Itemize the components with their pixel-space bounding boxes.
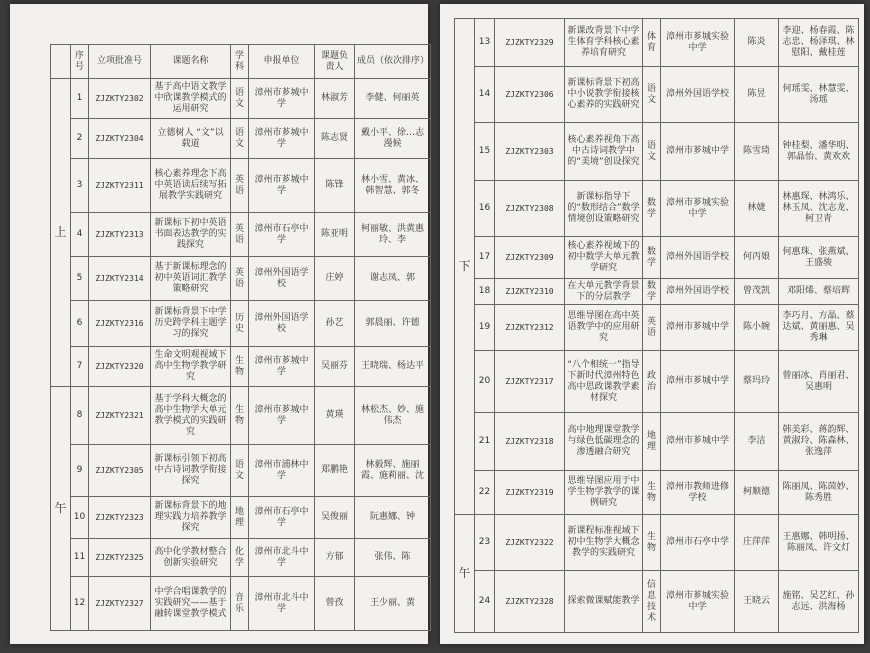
- cell-approval: ZJZKTY2303: [495, 123, 565, 181]
- cell-members: 谢志凤、郭: [355, 257, 431, 301]
- cell-subject: 音乐: [231, 577, 249, 631]
- cell-approval: ZJZKTY2304: [89, 119, 151, 159]
- cell-unit: 漳州外国语学校: [249, 257, 315, 301]
- cell-title: 新课标引领下初高中古诗词教学衔接探究: [151, 445, 231, 497]
- cell-leader: 林婕: [735, 181, 779, 237]
- cell-seq: 12: [71, 577, 89, 631]
- cell-seq: 10: [71, 497, 89, 539]
- cell-members: 曾丽冰、肖丽君、吴惠明: [779, 351, 859, 413]
- cell-subject: 语文: [231, 445, 249, 497]
- table-row: [51, 577, 431, 631]
- cell-approval: ZJZKTY2325: [89, 539, 151, 577]
- cell-members: 林毅辉、施丽霞、施莉丽、沈: [355, 445, 431, 497]
- cell-members: 韩美彩、蒋韵辉、黄淑玲、陈森林、张逸萍: [779, 413, 859, 471]
- header-row: [51, 45, 431, 79]
- cell-leader: 柯顺德: [735, 471, 779, 515]
- cell-title: 在大单元教学背景下的分层教学: [565, 279, 643, 305]
- cell-seq: 4: [71, 213, 89, 257]
- table-row: [51, 445, 431, 497]
- cell-leader: 何丙娘: [735, 237, 779, 279]
- cell-members: 施铭、吴艺红、孙志远、洪海杨: [779, 571, 859, 633]
- cell-leader: 陈锋: [315, 159, 355, 213]
- cell-members: 钟桂梨、潘华明、郭晶怡、黄欢欢: [779, 123, 859, 181]
- cell-title: 探索微课赋能教学: [565, 571, 643, 633]
- cell-members: 林松杰、妙、施伟杰: [355, 387, 431, 445]
- cell-unit: 漳州市芗城中学: [249, 119, 315, 159]
- cell-seq: 3: [71, 159, 89, 213]
- cell-approval: ZJZKTY2316: [89, 301, 151, 347]
- cell-approval: ZJZKTY2312: [495, 305, 565, 351]
- cell-members: 邓阳烯、蔡培辉: [779, 279, 859, 305]
- cell-title: 思维导图在高中英语教学中的应用研究: [565, 305, 643, 351]
- side-label-bottom: 午: [455, 515, 475, 633]
- cell-seq: 11: [71, 539, 89, 577]
- header-subject: 学科: [231, 45, 249, 79]
- table-row: [455, 123, 859, 181]
- cell-seq: 16: [475, 181, 495, 237]
- cell-title: 核心素养视域下的初中数学大单元教学研究: [565, 237, 643, 279]
- header-title: 课题名称: [151, 45, 231, 79]
- table-row: [455, 19, 859, 67]
- cell-unit: 漳州市芗城中学: [249, 387, 315, 445]
- table-row: [455, 67, 859, 123]
- cell-approval: ZJZKTY2311: [89, 159, 151, 213]
- cell-members: 阮惠娜、钟: [355, 497, 431, 539]
- cell-unit: 漳州市芗城实验中学: [661, 19, 735, 67]
- cell-members: 何瑶雯、林慧雯、汤瑶: [779, 67, 859, 123]
- cell-title: 新课标背景下初高中小说教学衔接核心素养的实践研究: [565, 67, 643, 123]
- cell-approval: ZJZKTY2318: [495, 413, 565, 471]
- table-row: [51, 497, 431, 539]
- cell-approval: ZJZKTY2305: [89, 445, 151, 497]
- cell-unit: 漳州外国语学校: [661, 67, 735, 123]
- cell-subject: 英语: [231, 213, 249, 257]
- cell-unit: 漳州外国语学校: [661, 279, 735, 305]
- cell-leader: 曾孜: [315, 577, 355, 631]
- cell-subject: 生物: [231, 347, 249, 387]
- cell-unit: 漳州市芗城中学: [249, 159, 315, 213]
- cell-approval: ZJZKTY2322: [495, 515, 565, 571]
- cell-unit: 漳州外国语学校: [661, 237, 735, 279]
- cell-subject: 数学: [643, 279, 661, 305]
- cell-seq: 19: [475, 305, 495, 351]
- cell-title: 基于高中语文教学中欣课教学模式的运用研究: [151, 79, 231, 119]
- cell-members: 王惠娜、韩明扬、陈丽凤、许文灯: [779, 515, 859, 571]
- cell-leader: 陈小婉: [735, 305, 779, 351]
- cell-unit: 漳州市石亭中学: [249, 497, 315, 539]
- cell-leader: 林淑芳: [315, 79, 355, 119]
- cell-title: 新课程标准视域下初中生物学大概念教学的实践研究: [565, 515, 643, 571]
- cell-approval: ZJZKTY2328: [495, 571, 565, 633]
- cell-members: 林惠琛、林鸿乐、林玉凤、沈志龙、柯卫青: [779, 181, 859, 237]
- table-row: [455, 471, 859, 515]
- cell-unit: 漳州市芗城中学: [661, 305, 735, 351]
- cell-title: 中学合唱课教学的实践研究——基于融转课堂教学模式: [151, 577, 231, 631]
- cell-leader: 蔡玛玲: [735, 351, 779, 413]
- cell-seq: 23: [475, 515, 495, 571]
- cell-members: 戴小平、徐…志漫候: [355, 119, 431, 159]
- cell-approval: ZJZKTY2302: [89, 79, 151, 119]
- cell-title: 立德树人 “文”以载道: [151, 119, 231, 159]
- cell-approval: ZJZKTY2319: [495, 471, 565, 515]
- left-table: [50, 44, 431, 631]
- cell-seq: 6: [71, 301, 89, 347]
- table-row: [51, 387, 431, 445]
- cell-title: 思维导图应用于中学生物学教学的课例研究: [565, 471, 643, 515]
- cell-members: 王晓瑞、杨达平: [355, 347, 431, 387]
- table-row: [51, 159, 431, 213]
- cell-leader: 吴丽芬: [315, 347, 355, 387]
- cell-seq: 1: [71, 79, 89, 119]
- cell-subject: 生物: [643, 471, 661, 515]
- header-approval: 立项批准号: [89, 45, 151, 79]
- cell-approval: ZJZKTY2320: [89, 347, 151, 387]
- cell-members: 何惠珠、张燕斌、王盛骏: [779, 237, 859, 279]
- cell-title: 基于新课标理念的初中英语词汇教学策略研究: [151, 257, 231, 301]
- cell-subject: 地理: [231, 497, 249, 539]
- cell-seq: 22: [475, 471, 495, 515]
- cell-subject: 英语: [231, 257, 249, 301]
- cell-title: “八个相统一”指导下新时代漳州特色高中思政课教学素材探究: [565, 351, 643, 413]
- cell-seq: 13: [475, 19, 495, 67]
- cell-approval: ZJZKTY2310: [495, 279, 565, 305]
- cell-leader: 陈雪琦: [735, 123, 779, 181]
- cell-unit: 漳州市芗城实验中学: [661, 181, 735, 237]
- cell-approval: ZJZKTY2309: [495, 237, 565, 279]
- cell-approval: ZJZKTY2323: [89, 497, 151, 539]
- cell-subject: 英语: [643, 305, 661, 351]
- cell-leader: 李洁: [735, 413, 779, 471]
- cell-subject: 信息技术: [643, 571, 661, 633]
- side-label-top: 下: [455, 19, 475, 515]
- cell-unit: 漳州外国语学校: [249, 301, 315, 347]
- cell-members: 陈丽凤、陈茵妙、陈秀胜: [779, 471, 859, 515]
- cell-subject: 生物: [643, 515, 661, 571]
- cell-members: 柯丽敏、洪黄惠玲、李: [355, 213, 431, 257]
- cell-title: 生命文明观视域下高中生物学教学研究: [151, 347, 231, 387]
- cell-leader: 吴俊丽: [315, 497, 355, 539]
- cell-approval: ZJZKTY2308: [495, 181, 565, 237]
- cell-subject: 政治: [643, 351, 661, 413]
- table-row: [455, 515, 859, 571]
- cell-members: 张伟、陈: [355, 539, 431, 577]
- cell-title: 核心素养理念下高中英语读后续写拓展教学实践研究: [151, 159, 231, 213]
- cell-seq: 15: [475, 123, 495, 181]
- table-row: [455, 351, 859, 413]
- cell-subject: 生物: [231, 387, 249, 445]
- cell-members: 郭晨丽、许德: [355, 301, 431, 347]
- cell-approval: ZJZKTY2313: [89, 213, 151, 257]
- header-seq: 序号: [71, 45, 89, 79]
- cell-seq: 5: [71, 257, 89, 301]
- cell-subject: 体育: [643, 19, 661, 67]
- cell-approval: ZJZKTY2314: [89, 257, 151, 301]
- cell-leader: 王晓云: [735, 571, 779, 633]
- table-row: [51, 213, 431, 257]
- header-unit: 申报单位: [249, 45, 315, 79]
- cell-unit: 漳州市教师进修学校: [661, 471, 735, 515]
- table-row: [51, 301, 431, 347]
- cell-leader: 郑鹏艳: [315, 445, 355, 497]
- cell-leader: 庄萍萍: [735, 515, 779, 571]
- header-leader: 课题负责人: [315, 45, 355, 79]
- cell-members: 李巧月、方晶、蔡达斌、黄丽惠、吴秀琳: [779, 305, 859, 351]
- cell-title: 基于学科大概念的高中生物学大单元教学模式的实践研究: [151, 387, 231, 445]
- cell-unit: 漳州市芗城中学: [661, 351, 735, 413]
- cell-title: 新课改背景下中学生体育学科核心素养培育研究: [565, 19, 643, 67]
- cell-subject: 化学: [231, 539, 249, 577]
- table-row: [455, 279, 859, 305]
- table-row: [51, 119, 431, 159]
- cell-unit: 漳州市北斗中学: [249, 539, 315, 577]
- cell-title: 核心素养视角下高中古诗词教学中的“美境”创设探究: [565, 123, 643, 181]
- cell-title: 新课标指导下的“数形结合”数学情境创设策略研究: [565, 181, 643, 237]
- cell-unit: 漳州市石亭中学: [661, 515, 735, 571]
- right-page: [440, 4, 864, 644]
- cell-leader: 庄婷: [315, 257, 355, 301]
- table-row: [51, 79, 431, 119]
- cell-approval: ZJZKTY2327: [89, 577, 151, 631]
- cell-subject: 语文: [643, 67, 661, 123]
- cell-subject: 地理: [643, 413, 661, 471]
- cell-subject: 数学: [643, 181, 661, 237]
- cell-seq: 18: [475, 279, 495, 305]
- cell-members: 李健、何丽英: [355, 79, 431, 119]
- cell-unit: 漳州市芗城中学: [249, 347, 315, 387]
- cell-seq: 17: [475, 237, 495, 279]
- cell-unit: 漳州市芗城实验中学: [661, 571, 735, 633]
- cell-leader: 陈昱: [735, 67, 779, 123]
- cell-unit: 漳州市浦林中学: [249, 445, 315, 497]
- cell-title: 新课标下初中英语书面表达教学的实践探究: [151, 213, 231, 257]
- cell-subject: 英语: [231, 159, 249, 213]
- cell-title: 新课标背景下中学历史跨学科主题学习的探究: [151, 301, 231, 347]
- cell-members: 王少丽、黄: [355, 577, 431, 631]
- cell-leader: 黄瑛: [315, 387, 355, 445]
- cell-seq: 2: [71, 119, 89, 159]
- table-row: [455, 305, 859, 351]
- table-row: [455, 181, 859, 237]
- cell-approval: ZJZKTY2321: [89, 387, 151, 445]
- cell-unit: 漳州市芗城中学: [661, 413, 735, 471]
- cell-title: 高中化学教材整合创新实验研究: [151, 539, 231, 577]
- cell-subject: 语文: [231, 119, 249, 159]
- cell-leader: 陈亚明: [315, 213, 355, 257]
- cell-title: 新课标背景下的地理实践力培养教学探究: [151, 497, 231, 539]
- cell-subject: 历史: [231, 301, 249, 347]
- side-label-top: 上: [51, 79, 71, 387]
- table-row: [51, 257, 431, 301]
- cell-leader: 孙艺: [315, 301, 355, 347]
- cell-approval: ZJZKTY2329: [495, 19, 565, 67]
- cell-seq: 20: [475, 351, 495, 413]
- cell-subject: 语文: [231, 79, 249, 119]
- header-members: 成员（依次排序）: [355, 45, 431, 79]
- table-row: [455, 571, 859, 633]
- cell-title: 高中地理课堂教学与绿色低碳理念的渗透融合研究: [565, 413, 643, 471]
- cell-seq: 8: [71, 387, 89, 445]
- table-row: [455, 237, 859, 279]
- side-label-bottom: 午: [51, 387, 71, 631]
- cell-seq: 14: [475, 67, 495, 123]
- cell-leader: 曾茂凯: [735, 279, 779, 305]
- cell-members: 李迎、杨春霞、陈志忠、杨泽琪、林慰阳、戴桂莲: [779, 19, 859, 67]
- table-row: [51, 347, 431, 387]
- cell-seq: 21: [475, 413, 495, 471]
- cell-subject: 数学: [643, 237, 661, 279]
- cell-seq: 9: [71, 445, 89, 497]
- cell-leader: 方郁: [315, 539, 355, 577]
- cell-approval: ZJZKTY2317: [495, 351, 565, 413]
- cell-seq: 7: [71, 347, 89, 387]
- cell-unit: 漳州市石亭中学: [249, 213, 315, 257]
- cell-subject: 语文: [643, 123, 661, 181]
- cell-unit: 漳州市芗城中学: [661, 123, 735, 181]
- cell-unit: 漳州市芗城中学: [249, 79, 315, 119]
- cell-seq: 24: [475, 571, 495, 633]
- cell-leader: 陈炎: [735, 19, 779, 67]
- left-page: [10, 4, 428, 644]
- cell-approval: ZJZKTY2306: [495, 67, 565, 123]
- cell-members: 林小雪、黄冰、韩智慧、郭冬: [355, 159, 431, 213]
- side-header: [51, 45, 71, 79]
- table-row: [455, 413, 859, 471]
- cell-unit: 漳州市北斗中学: [249, 577, 315, 631]
- right-table: [454, 18, 859, 633]
- table-row: [51, 539, 431, 577]
- cell-leader: 陈志贤: [315, 119, 355, 159]
